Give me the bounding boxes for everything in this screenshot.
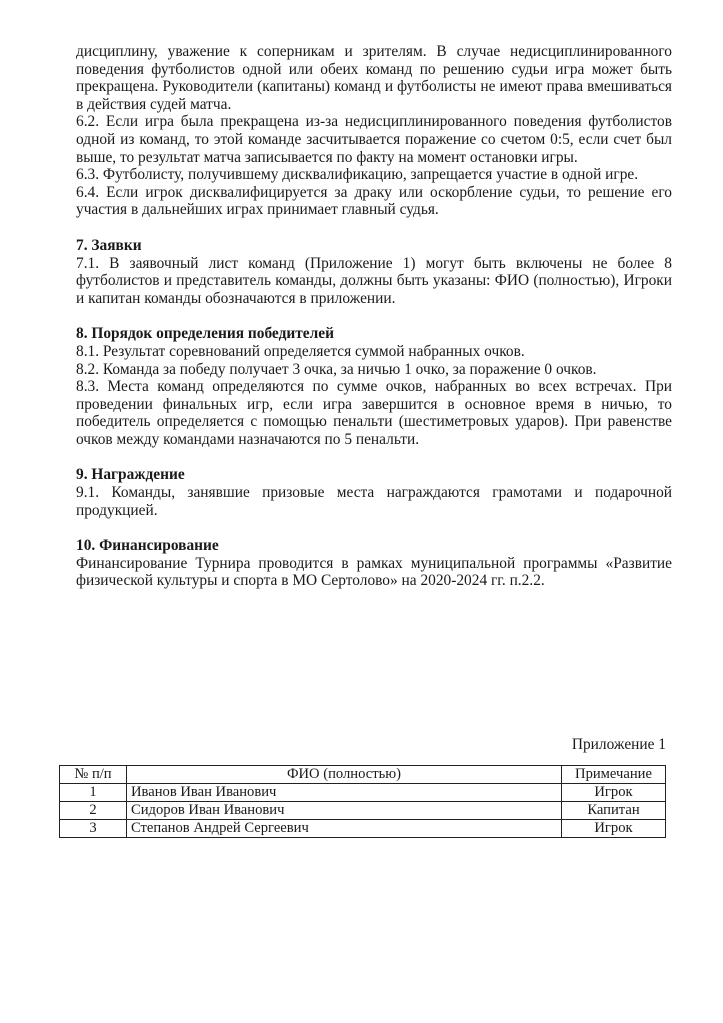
clause-6-3: 6.3. Футболисту, получившему дисквалификацию, запрещается участие в одной игре.	[76, 166, 639, 184]
row-number: 1	[60, 784, 127, 802]
clause-8-1: 8.1. Результат соревнований определяется суммой набранных очков.	[76, 342, 525, 360]
document-body	[76, 43, 672, 590]
clause-9-1: 9.1. Команды, занявшие призовые места награждаются грамотами и подарочной продукцией.	[76, 484, 672, 519]
intro-paragraph: дисциплину, уважение к соперникам и зрителям. В случае недисциплинированного поведения футболистов одной или обеих команд по решению судьи игра может быть прекращена. Руководители (капитаны) команд и футболисты не имеют права вмешиваться в действия судей матча.	[76, 43, 672, 113]
player-name: Сидоров Иван Иванович	[127, 802, 562, 820]
section-financing	[76, 537, 672, 590]
financing-text: Финансирование Турнира проводится в рамках муниципальной программы «Развитие физической культуры и спорта в МО Сертолово» на 2020-2024 гг. п.2.2.	[76, 554, 672, 590]
section-heading: 10. Финансирование	[76, 537, 219, 555]
section-heading: 9. Награждение	[76, 466, 185, 484]
section-winners	[76, 325, 672, 448]
table-row	[60, 784, 666, 802]
column-header-number: № п/п	[60, 766, 127, 784]
clause-8-2: 8.2. Команда за победу получает 3 очка, за ничью 1 очко, за поражение 0 очков.	[76, 360, 597, 378]
player-name: Степанов Андрей Сергеевич	[127, 820, 562, 838]
row-number: 2	[60, 802, 127, 820]
row-number: 3	[60, 820, 127, 838]
table-header-row	[60, 766, 666, 784]
clause-8-3: 8.3. Места команд определяются по сумме очков, набранных во всех встречах. При проведении финальных игр, если игра завершится в основное время в ничью, то победитель определяется с помощью пенальти (шестиметровых ударов). При равенстве очков между командами назначаются по 5 пенальти.	[76, 378, 672, 448]
section-heading: 7. Заявки	[76, 236, 142, 254]
section-awards	[76, 466, 672, 519]
column-header-note: Примечание	[562, 766, 666, 784]
section-applications	[76, 237, 672, 307]
player-role: Игрок	[562, 820, 666, 838]
appendix-label: Приложение 1	[571, 736, 666, 753]
player-name: Иванов Иван Иванович	[127, 784, 562, 802]
column-header-name: ФИО (полностью)	[127, 766, 562, 784]
clause-6-2: 6.2. Если игра была прекращена из-за недисциплинированного поведения футболистов одной из команд, то этой команде засчитывается поражение со счетом 0:5, если счет был выше, то результат матча записывается по факту на момент остановки игры.	[76, 113, 672, 166]
table-row	[60, 802, 666, 820]
clause-6-4: 6.4. Если игрок дисквалифицируется за драку или оскорбление судьи, то решение его участия в дальнейших играх принимает главный судья.	[76, 183, 672, 219]
section-heading: 8. Порядок определения победителей	[76, 325, 334, 343]
player-role: Капитан	[562, 802, 666, 820]
table-row	[60, 820, 666, 838]
team-roster-table	[59, 765, 666, 838]
clause-7-1: 7.1. В заявочный лист команд (Приложение 1) могут быть включены не более 8 футболистов и представитель команды, должны быть указаны: ФИО (полностью), Игроки и капитан команды обозначаются в приложении.	[76, 254, 672, 307]
player-role: Игрок	[562, 784, 666, 802]
